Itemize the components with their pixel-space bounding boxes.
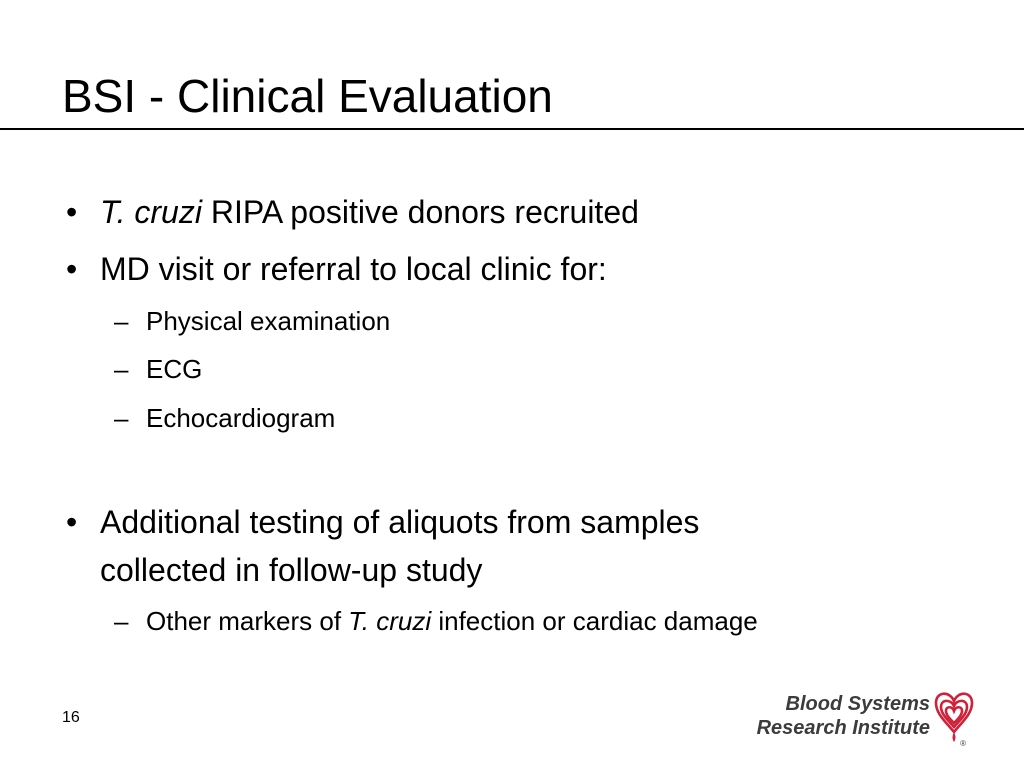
bullet-item-additional-testing-line1: Additional testing of aliquots from samples xyxy=(100,504,700,540)
page-number: 16 xyxy=(62,709,80,726)
sub-bullet-marker: – xyxy=(114,403,129,433)
species-name: T. cruzi xyxy=(348,606,432,636)
sub-item-text: infection or cardiac damage xyxy=(431,606,758,636)
sub-item-physical-exam: Physical examination xyxy=(146,306,391,336)
sub-bullet-marker: – xyxy=(114,606,129,636)
bullet-item-additional-testing-line2: collected in follow-up study xyxy=(100,552,483,588)
slide-title: BSI - Clinical Evaluation xyxy=(62,70,553,122)
bsri-logo xyxy=(690,688,980,752)
sub-item-text: Other markers of xyxy=(146,606,349,636)
bullet-item-recruited xyxy=(100,192,639,232)
heart-logo-icon xyxy=(932,688,976,744)
sub-item-other-markers xyxy=(146,604,758,638)
title-divider xyxy=(0,128,1024,130)
registered-mark: ® xyxy=(960,739,966,748)
bullet-marker: • xyxy=(66,504,78,540)
sub-bullet-marker: – xyxy=(114,354,129,384)
bullet-item-md-visit: MD visit or referral to local clinic for: xyxy=(100,251,607,287)
sub-item-echocardiogram: Echocardiogram xyxy=(146,403,336,433)
species-name: T. cruzi xyxy=(100,194,202,230)
logo-line-2: Research Institute xyxy=(756,717,930,739)
bullet-marker: • xyxy=(66,251,78,287)
bullet-marker: • xyxy=(66,194,78,230)
bullet-text: RIPA positive donors recruited xyxy=(201,194,639,230)
sub-item-ecg: ECG xyxy=(146,354,203,384)
sub-bullet-marker: – xyxy=(114,306,129,336)
logo-line-1: Blood Systems xyxy=(785,693,930,715)
